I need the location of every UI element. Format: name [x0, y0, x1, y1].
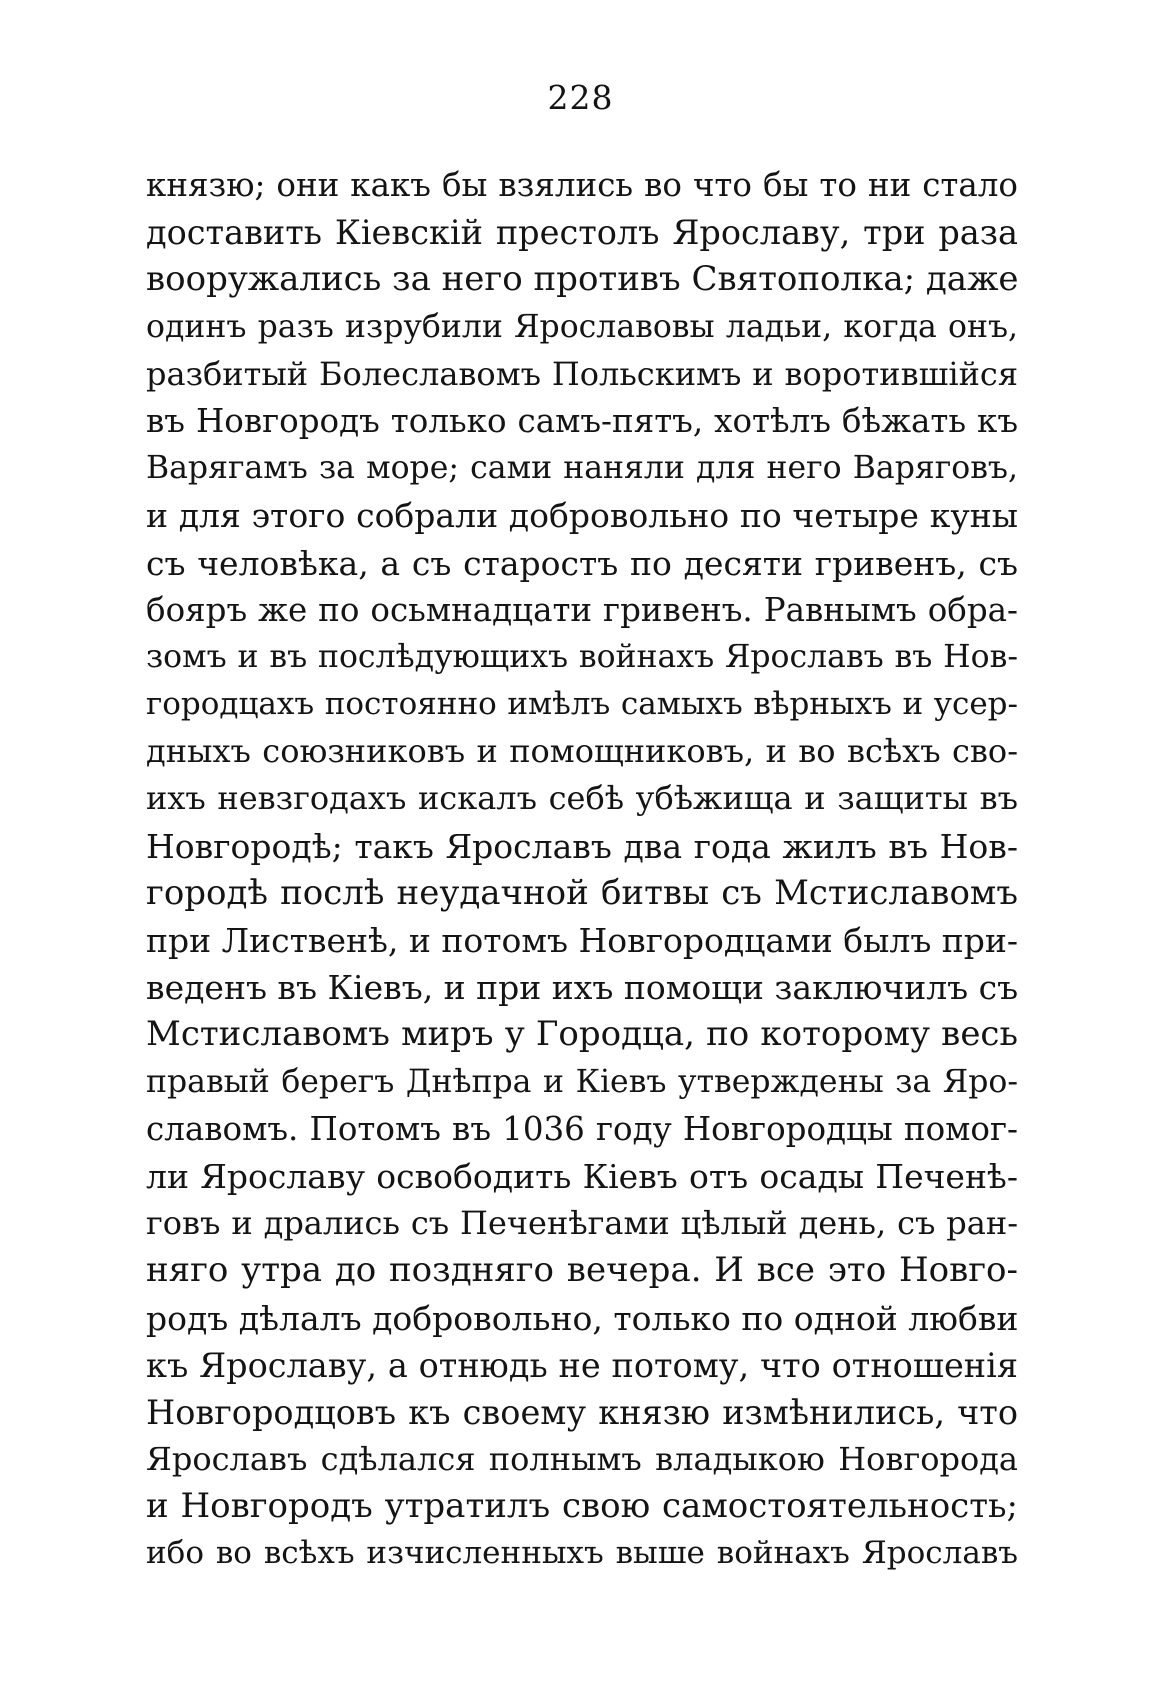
- text-line: ли Ярославу освободить Кіевъ отъ осады Печенѣ-: [146, 1156, 1018, 1196]
- page-number: 228: [547, 78, 614, 117]
- text-line: веденъ въ Кіевъ, и при ихъ помощи заключилъ съ: [146, 968, 1018, 1008]
- text-line: одинъ разъ изрубили Ярославовы ладьи, когда онъ,: [146, 308, 1018, 345]
- body-text: [146, 162, 1018, 1578]
- text-line: ихъ невзгодахъ искалъ себѣ убѣжища и защиты въ: [146, 779, 1018, 818]
- text-line: съ человѣка, а съ старостъ по десяти гривенъ, съ: [146, 543, 1018, 583]
- text-line: правый берегъ Днѣпра и Кіевъ утверждены за Яро-: [146, 1063, 1018, 1100]
- text-line: Варягамъ за море; сами наняли для него Варяговъ,: [146, 450, 1018, 487]
- text-line: городцахъ постоянно имѣлъ самыхъ вѣрныхъ и усер-: [146, 686, 1018, 723]
- text-line: вооружались за него противъ Святополка; даже: [146, 259, 1018, 300]
- text-line: Новгородцовъ къ своему князю измѣнились, что: [146, 1392, 1018, 1432]
- text-line: и Новгородъ утратилъ свою самостоятельность;: [146, 1486, 1018, 1527]
- text-line: зомъ и въ послѣдующихъ войнахъ Ярославъ въ Нов-: [146, 638, 1018, 675]
- text-line: ибо во всѣхъ изчисленныхъ выше войнахъ Ярославъ: [146, 1535, 1018, 1572]
- text-line: въ Новгородъ только самъ-пятъ, хотѣлъ бѣжать къ: [146, 401, 1018, 440]
- text-line: князю; они какъ бы взялись во что бы то ни стало: [146, 166, 1018, 204]
- text-line: славомъ. Потомъ въ 1036 году Новгородцы помог-: [146, 1109, 1018, 1148]
- text-line: Новгородѣ; такъ Ярославъ два года жилъ въ Нов-: [146, 826, 1018, 866]
- text-line: родъ дѣлалъ добровольно, только по одной любви: [146, 1298, 1018, 1338]
- text-line: при Лиственѣ, и потомъ Новгородцами былъ при-: [146, 921, 1018, 960]
- text-line: къ Ярославу, а отнюдь не потому, что отношенія: [146, 1345, 1018, 1385]
- text-line: доставить Кіевскій престолъ Ярославу, три раза: [146, 213, 1018, 253]
- text-line: Мстиславомъ миръ у Городца, по которому весь: [146, 1014, 1018, 1055]
- text-line: городѣ послѣ неудачной битвы съ Мстиславомъ: [146, 872, 1018, 913]
- text-line: дныхъ союзниковъ и помощниковъ, и во всѣхъ сво-: [146, 732, 1018, 771]
- text-line: разбитый Болеславомъ Польскимъ и воротившійся: [146, 354, 1018, 393]
- text-line: бояръ же по осьмнадцати гривенъ. Равнымъ обра-: [146, 590, 1018, 629]
- text-line: няго утра до поздняго вечера. И все это Новго-: [146, 1250, 1018, 1291]
- text-line: говъ и дрались съ Печенѣгами цѣлый день, съ ран-: [146, 1204, 1018, 1243]
- text-line: Ярославъ сдѣлался полнымъ владыкою Новгорода: [146, 1440, 1018, 1479]
- text-line: и для этого собрали добровольно по четыре куны: [146, 496, 1018, 536]
